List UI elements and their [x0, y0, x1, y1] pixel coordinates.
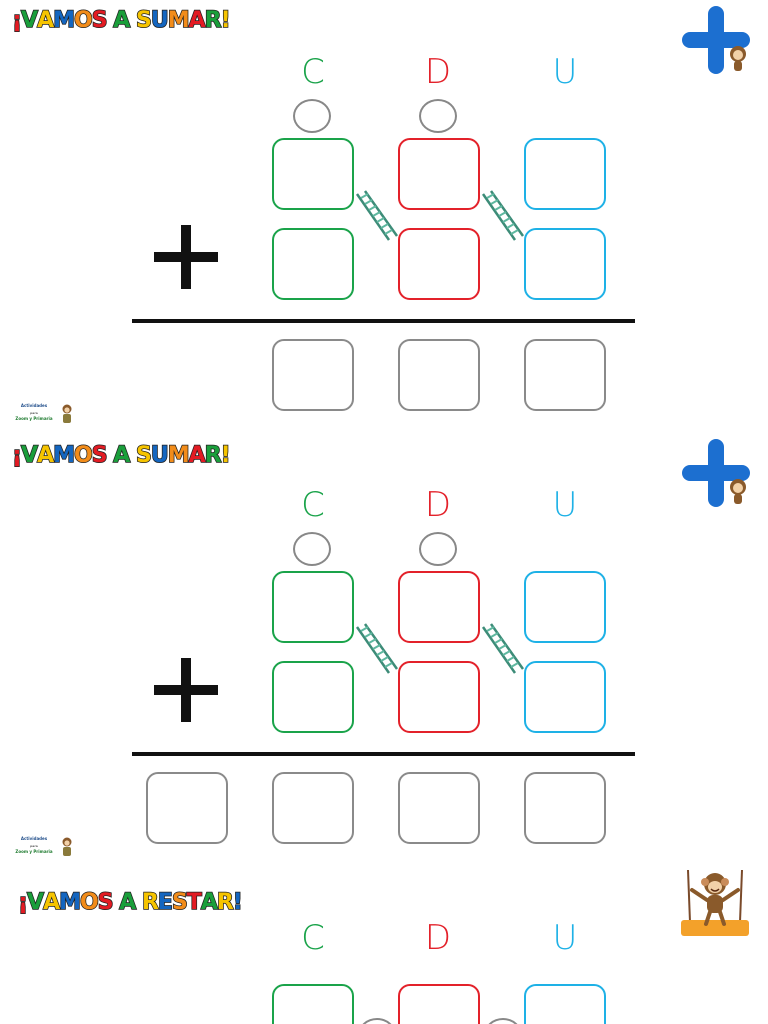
- digit-box-top-centenas[interactable]: [272, 138, 354, 210]
- section-title: ¡VAMOS A SUMAR!: [12, 443, 230, 468]
- digit-box-top-centenas[interactable]: [272, 571, 354, 643]
- digit-box-top-decenas[interactable]: [398, 984, 480, 1024]
- carry-circle-decenas[interactable]: [419, 532, 457, 566]
- ladder-icon: [479, 190, 525, 244]
- plus-sign: [150, 221, 222, 293]
- monkey-swing-icon: [678, 868, 752, 940]
- digit-box-top-decenas[interactable]: [398, 571, 480, 643]
- ladder-icon: [353, 623, 399, 677]
- column-label-decenas: D: [424, 52, 452, 92]
- ladder-icon: [479, 623, 525, 677]
- carry-circle-centenas[interactable]: [293, 99, 331, 133]
- column-label-centenas: C: [301, 918, 325, 958]
- column-label-unidades: U: [552, 52, 578, 92]
- monkey-mini-icon: [60, 837, 74, 857]
- sum-line: [132, 319, 635, 323]
- monkey-mini-icon: [60, 404, 74, 424]
- digit-box-bottom-unidades[interactable]: [524, 661, 606, 733]
- credit-logo: Actividades para Zoom y Primaria: [6, 404, 76, 428]
- result-box[interactable]: [272, 772, 354, 844]
- credit-logo: Actividades para Zoom y Primaria: [6, 837, 76, 861]
- digit-box-top-unidades[interactable]: [524, 138, 606, 210]
- digit-box-bottom-centenas[interactable]: [272, 228, 354, 300]
- column-label-unidades: U: [552, 918, 578, 958]
- column-label-unidades: U: [552, 485, 578, 525]
- worksheet-section-3: [0, 866, 768, 1024]
- worksheet-section-1: [0, 0, 768, 433]
- column-label-centenas: C: [301, 52, 325, 92]
- ladder-icon: [353, 190, 399, 244]
- digit-box-top-unidades[interactable]: [524, 571, 606, 643]
- result-box[interactable]: [524, 339, 606, 411]
- result-box[interactable]: [524, 772, 606, 844]
- digit-box-top-unidades[interactable]: [524, 984, 606, 1024]
- carry-circle-decenas[interactable]: [419, 99, 457, 133]
- column-label-decenas: D: [424, 485, 452, 525]
- borrow-circle[interactable]: [358, 1018, 396, 1024]
- plus-monkey-icon: [680, 437, 756, 509]
- digit-box-top-decenas[interactable]: [398, 138, 480, 210]
- column-label-decenas: D: [424, 918, 452, 958]
- digit-box-bottom-centenas[interactable]: [272, 661, 354, 733]
- result-box[interactable]: [398, 772, 480, 844]
- result-box[interactable]: [272, 339, 354, 411]
- section-title: ¡VAMOS A SUMAR!: [12, 8, 230, 33]
- borrow-circle[interactable]: [484, 1018, 522, 1024]
- section-title: ¡VAMOS A RESTAR!: [18, 890, 242, 915]
- digit-box-bottom-decenas[interactable]: [398, 661, 480, 733]
- result-box[interactable]: [146, 772, 228, 844]
- plus-monkey-icon: [680, 4, 756, 76]
- digit-box-bottom-unidades[interactable]: [524, 228, 606, 300]
- result-box[interactable]: [398, 339, 480, 411]
- column-label-centenas: C: [301, 485, 325, 525]
- plus-sign: [150, 654, 222, 726]
- carry-circle-centenas[interactable]: [293, 532, 331, 566]
- worksheet-section-2: [0, 433, 768, 866]
- digit-box-bottom-decenas[interactable]: [398, 228, 480, 300]
- sum-line: [132, 752, 635, 756]
- digit-box-top-centenas[interactable]: [272, 984, 354, 1024]
